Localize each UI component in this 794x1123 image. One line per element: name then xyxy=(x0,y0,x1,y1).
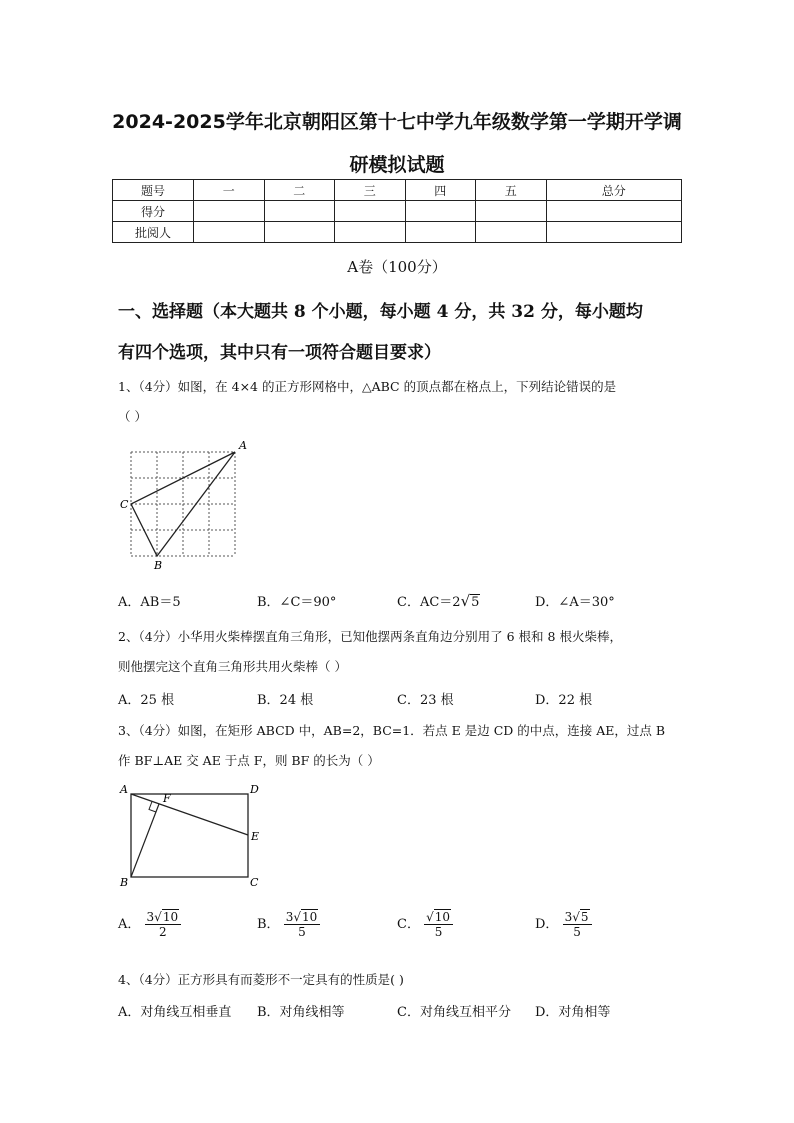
denominator: 2 xyxy=(159,925,167,939)
grid-lines xyxy=(131,452,235,556)
part1-heading-line1: 一、选择题（本大题共 8 个小题，每小题 4 分，共 32 分，每小题均 xyxy=(118,302,643,322)
vertex-label-f: F xyxy=(163,792,171,805)
q2-option-c[interactable]: C．23 根 xyxy=(397,693,454,708)
q4-option-a[interactable]: A．对角线互相垂直 xyxy=(118,1005,232,1020)
segment-bf xyxy=(131,804,159,877)
score-cell[interactable] xyxy=(546,201,682,222)
row-label: 得分 xyxy=(113,201,194,222)
score-table xyxy=(112,179,682,243)
score-table-row xyxy=(113,201,682,222)
question-3-line1 xyxy=(118,721,665,739)
q4-option-d[interactable]: D．对角相等 xyxy=(535,1005,611,1020)
q2-option-a[interactable]: A．25 根 xyxy=(118,693,175,708)
q1-option-b[interactable]: B．∠C＝90° xyxy=(257,595,337,610)
fraction xyxy=(284,910,321,939)
score-cell[interactable] xyxy=(335,201,406,222)
denominator: 5 xyxy=(298,925,306,939)
score-cell[interactable] xyxy=(264,201,335,222)
question-text: 如图，在矩形 ABCD 中，AB=2，BC=1．若点 E 是边 CD 的中点，连接 AE，过点 B xyxy=(177,723,666,738)
question-2-line1 xyxy=(118,627,622,645)
sqrt-icon: √ xyxy=(572,910,580,924)
question-text: 如图，在 4×4 的正方形网格中，△ABC 的顶点都在格点上，下列结论错误的是 xyxy=(177,379,617,394)
sqrt-icon: √ xyxy=(460,592,471,610)
denominator: 5 xyxy=(434,925,443,939)
vertex-label-a: A xyxy=(239,440,247,452)
question-number: 2、（4分） xyxy=(118,629,178,644)
radicand: 10 xyxy=(162,910,179,924)
coefficient: 3 xyxy=(285,910,294,924)
fraction xyxy=(145,910,182,939)
q1-option-d[interactable]: D．∠A＝30° xyxy=(535,595,615,610)
coefficient: 3 xyxy=(564,910,573,924)
fraction xyxy=(563,910,592,939)
question-number: 1、（4分） xyxy=(118,379,178,394)
sqrt-icon: √ xyxy=(154,910,162,924)
figure-rectangle xyxy=(115,780,265,892)
q1-option-a[interactable]: A．AB＝5 xyxy=(118,595,181,610)
question-2-line2: 则他摆完这个直角三角形共用火柴棒（ ） xyxy=(118,659,347,674)
option-text: C．AC＝2 xyxy=(397,595,461,610)
score-cell[interactable] xyxy=(194,201,265,222)
question-4-line1 xyxy=(118,970,404,988)
q3-option-d[interactable] xyxy=(535,910,592,939)
q4-option-b[interactable]: B．对角线相等 xyxy=(257,1005,345,1020)
coefficient: 3 xyxy=(146,910,155,924)
sqrt-icon: √ xyxy=(293,910,301,924)
q2-option-d[interactable]: D．22 根 xyxy=(535,693,593,708)
header-cell: 二 xyxy=(264,180,335,201)
option-letter: A． xyxy=(118,917,141,932)
radicand: 10 xyxy=(302,910,318,924)
header-cell: 题号 xyxy=(113,180,194,201)
vertex-label-c: C xyxy=(120,498,129,511)
question-3-line2: 作 BF⊥AE 交 AE 于点 F，则 BF 的长为（ ） xyxy=(118,753,380,768)
header-cell: 三 xyxy=(335,180,406,201)
score-cell[interactable] xyxy=(405,201,476,222)
vertex-label-d: D xyxy=(250,783,259,796)
title-line2: 研模拟试题 xyxy=(349,154,445,176)
option-letter: C． xyxy=(397,917,420,932)
fraction xyxy=(424,910,453,939)
radicand: 5 xyxy=(471,595,480,610)
vertex-label-e: E xyxy=(251,830,260,843)
header-cell: 总分 xyxy=(546,180,682,201)
score-table-row xyxy=(113,222,682,243)
segment-ae xyxy=(131,794,248,835)
header-cell: 四 xyxy=(405,180,476,201)
question-number: 3、（4分） xyxy=(118,723,178,738)
right-angle-mark xyxy=(149,802,156,813)
question-1-line1 xyxy=(118,377,616,395)
question-text: 正方形具有而菱形不一定具有的性质是( ) xyxy=(177,972,404,987)
q3-option-a[interactable] xyxy=(118,910,181,939)
score-table-header-row xyxy=(113,180,682,201)
header-cell: 五 xyxy=(476,180,547,201)
sqrt-icon: √ xyxy=(426,910,434,924)
question-text: 小华用火柴棒摆直角三角形，已知他摆两条直角边分别用了 6 根和 8 根火柴棒， xyxy=(177,629,622,644)
header-cell: 一 xyxy=(194,180,265,201)
score-cell[interactable] xyxy=(335,222,406,243)
vertex-label-b: B xyxy=(154,559,163,572)
vertex-label-a: A xyxy=(120,783,128,796)
option-letter: D． xyxy=(535,917,559,932)
q1-option-c[interactable] xyxy=(397,591,480,610)
radicand: 10 xyxy=(434,910,451,924)
score-cell[interactable] xyxy=(476,201,547,222)
title-line1: 2024-2025学年北京朝阳区第十七中学九年级数学第一学期开学调 xyxy=(112,111,682,133)
q2-option-b[interactable]: B．24 根 xyxy=(257,693,314,708)
score-cell[interactable] xyxy=(546,222,682,243)
q4-option-c[interactable]: C．对角线互相平分 xyxy=(397,1005,511,1020)
vertex-label-b: B xyxy=(120,876,129,889)
rectangle-abcd xyxy=(131,794,248,877)
score-cell[interactable] xyxy=(264,222,335,243)
part1-heading-line2: 有四个选项，其中只有一项符合题目要求） xyxy=(118,343,441,363)
question-number: 4、（4分） xyxy=(118,972,178,987)
denominator: 5 xyxy=(573,925,581,939)
section-a-heading: A卷（100分） xyxy=(347,258,447,276)
vertex-label-c: C xyxy=(250,876,259,889)
option-letter: B． xyxy=(257,917,280,932)
radicand: 5 xyxy=(580,910,589,924)
row-label: 批阅人 xyxy=(113,222,194,243)
question-1-line2: （ ） xyxy=(118,409,147,424)
q3-option-b[interactable] xyxy=(257,910,320,939)
score-cell[interactable] xyxy=(194,222,265,243)
score-cell[interactable] xyxy=(476,222,547,243)
score-cell[interactable] xyxy=(405,222,476,243)
q3-option-c[interactable] xyxy=(397,910,453,939)
figure-grid-triangle xyxy=(118,440,248,575)
